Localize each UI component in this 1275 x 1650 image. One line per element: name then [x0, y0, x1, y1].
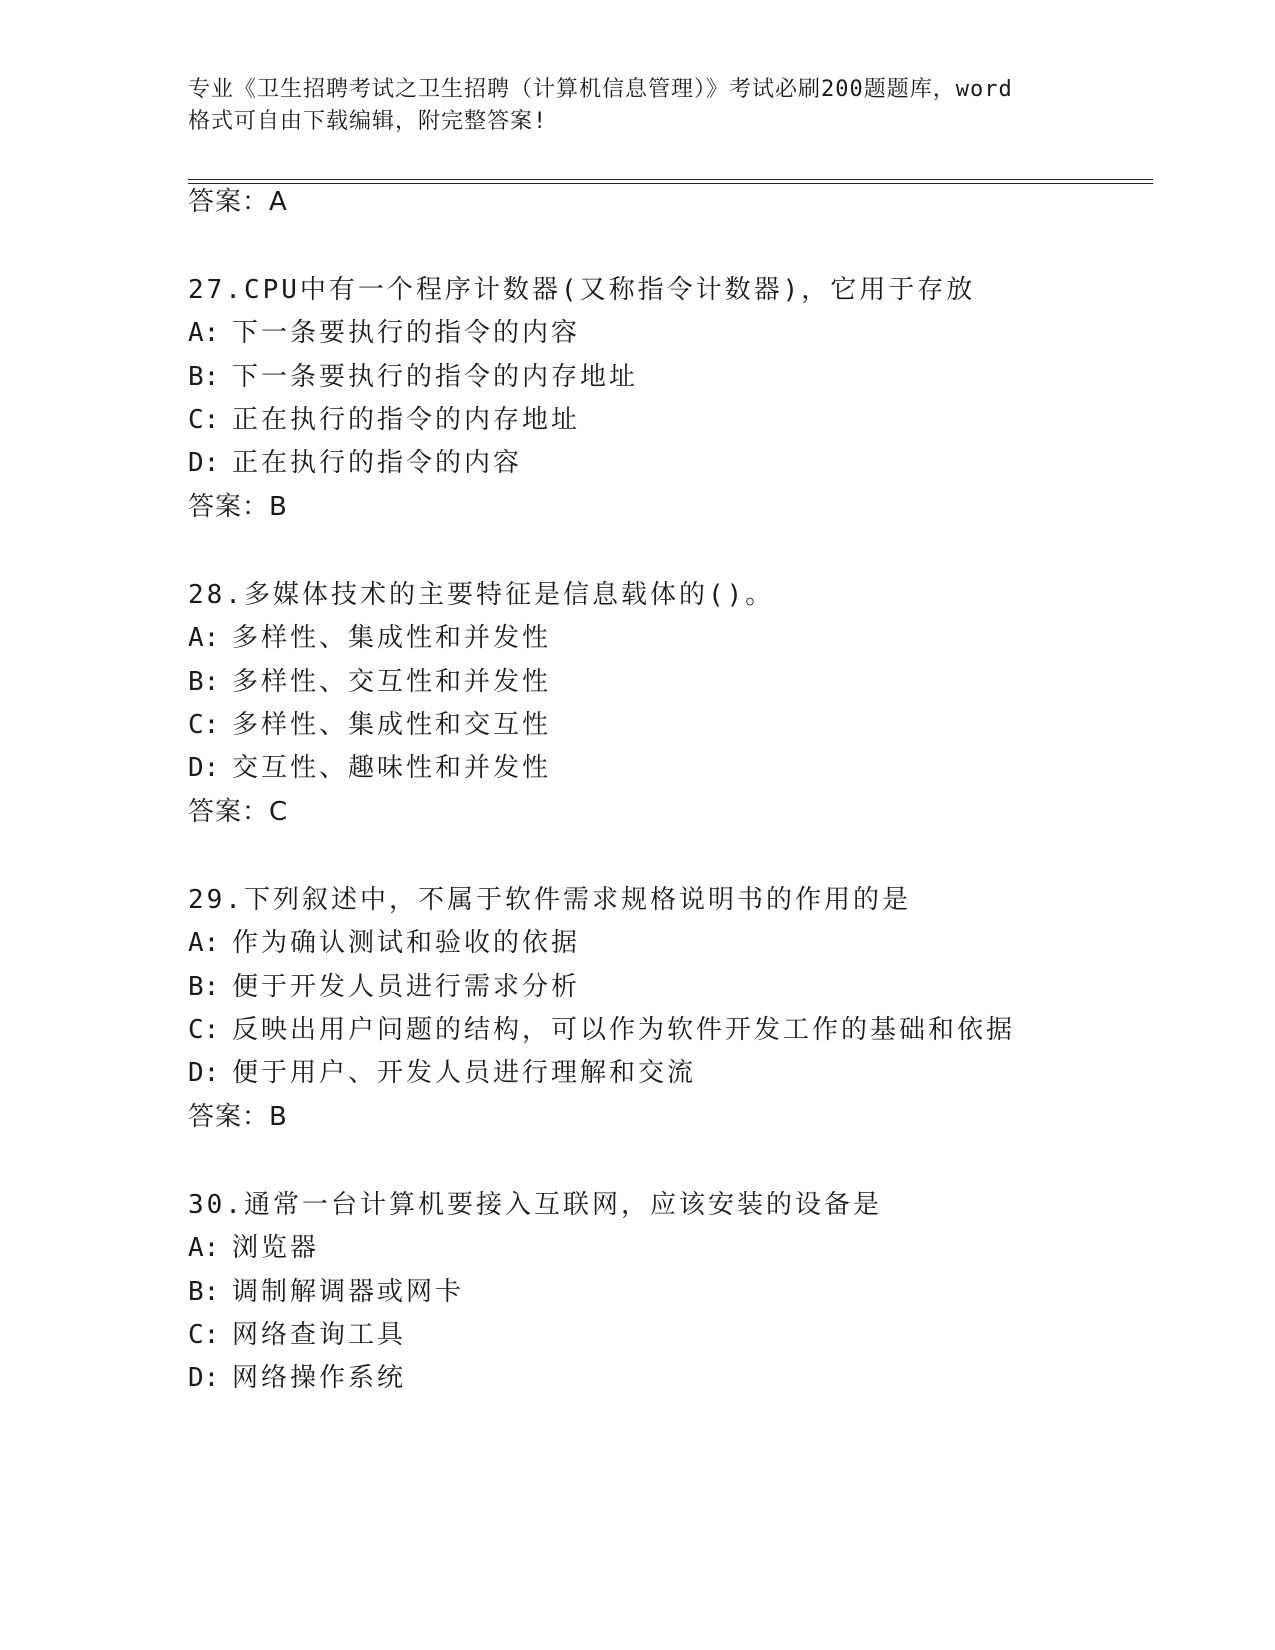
option-key: B:: [188, 362, 220, 392]
option-key: A:: [188, 623, 220, 653]
option-a: [188, 1230, 319, 1266]
option-key: C:: [188, 1015, 220, 1045]
option-d: [188, 750, 551, 786]
option-text: 交互性、趣味性和并发性: [232, 753, 552, 783]
option-key: D:: [188, 753, 220, 783]
header-line-1: 专业《卫生招聘考试之卫生招聘（计算机信息管理）》考试必刷200题题库，word: [188, 77, 1013, 102]
option-text: 浏览器: [232, 1233, 320, 1263]
option-key: B:: [188, 1277, 220, 1307]
option-text: 网络操作系统: [232, 1363, 407, 1393]
answer: 答案：B: [188, 492, 288, 522]
option-text: 网络查询工具: [232, 1320, 407, 1350]
option-key: C:: [188, 710, 220, 740]
option-c: [188, 402, 580, 438]
question-title: 30.通常一台计算机要接入互联网，应该安装的设备是: [188, 1190, 882, 1220]
header-divider-top: [188, 179, 1153, 180]
option-b: [188, 664, 551, 700]
option-key: B:: [188, 667, 220, 697]
option-key: B:: [188, 972, 220, 1002]
question-title: 28.多媒体技术的主要特征是信息载体的()。: [188, 580, 775, 610]
option-c: [188, 707, 551, 743]
header-line-2: 格式可自由下载编辑，附完整答案!: [188, 109, 548, 134]
option-key: C:: [188, 405, 220, 435]
option-a: [188, 620, 551, 656]
option-c: [188, 1012, 1015, 1048]
option-text: 多样性、交互性和并发性: [232, 667, 552, 697]
option-key: A:: [188, 318, 220, 348]
answer: 答案：B: [188, 1102, 288, 1132]
option-key: D:: [188, 1363, 220, 1393]
previous-answer: 答案：A: [188, 187, 288, 217]
answer: 答案：C: [188, 797, 289, 827]
option-text: 便于开发人员进行需求分析: [232, 972, 581, 1002]
option-text: 正在执行的指令的内存地址: [232, 405, 581, 435]
option-d: [188, 445, 522, 481]
option-a: [188, 925, 580, 961]
header-divider-bottom: [188, 183, 1153, 184]
question-title: 29.下列叙述中，不属于软件需求规格说明书的作用的是: [188, 885, 911, 915]
option-b: [188, 359, 638, 395]
option-text: 作为确认测试和验收的依据: [232, 928, 581, 958]
option-key: C:: [188, 1320, 220, 1350]
option-key: D:: [188, 1058, 220, 1088]
document-header: [188, 74, 1088, 138]
option-text: 多样性、集成性和交互性: [232, 710, 552, 740]
option-c: [188, 1317, 406, 1353]
option-text: 正在执行的指令的内容: [232, 448, 523, 478]
option-text: 下一条要执行的指令的内容: [232, 318, 581, 348]
option-key: A:: [188, 928, 220, 958]
option-b: [188, 1274, 464, 1310]
option-text: 多样性、集成性和并发性: [232, 623, 552, 653]
option-text: 调制解调器或网卡: [232, 1277, 465, 1307]
option-b: [188, 969, 580, 1005]
option-text: 下一条要执行的指令的内存地址: [232, 362, 639, 392]
option-d: [188, 1055, 696, 1091]
option-text: 便于用户、开发人员进行理解和交流: [232, 1058, 697, 1088]
option-a: [188, 315, 580, 351]
option-key: A:: [188, 1233, 220, 1263]
question-title: 27.CPU中有一个程序计数器(又称指令计数器)，它用于存放: [188, 275, 976, 305]
option-text: 反映出用户问题的结构，可以作为软件开发工作的基础和依据: [232, 1015, 1016, 1045]
option-key: D:: [188, 448, 220, 478]
option-d: [188, 1360, 406, 1396]
